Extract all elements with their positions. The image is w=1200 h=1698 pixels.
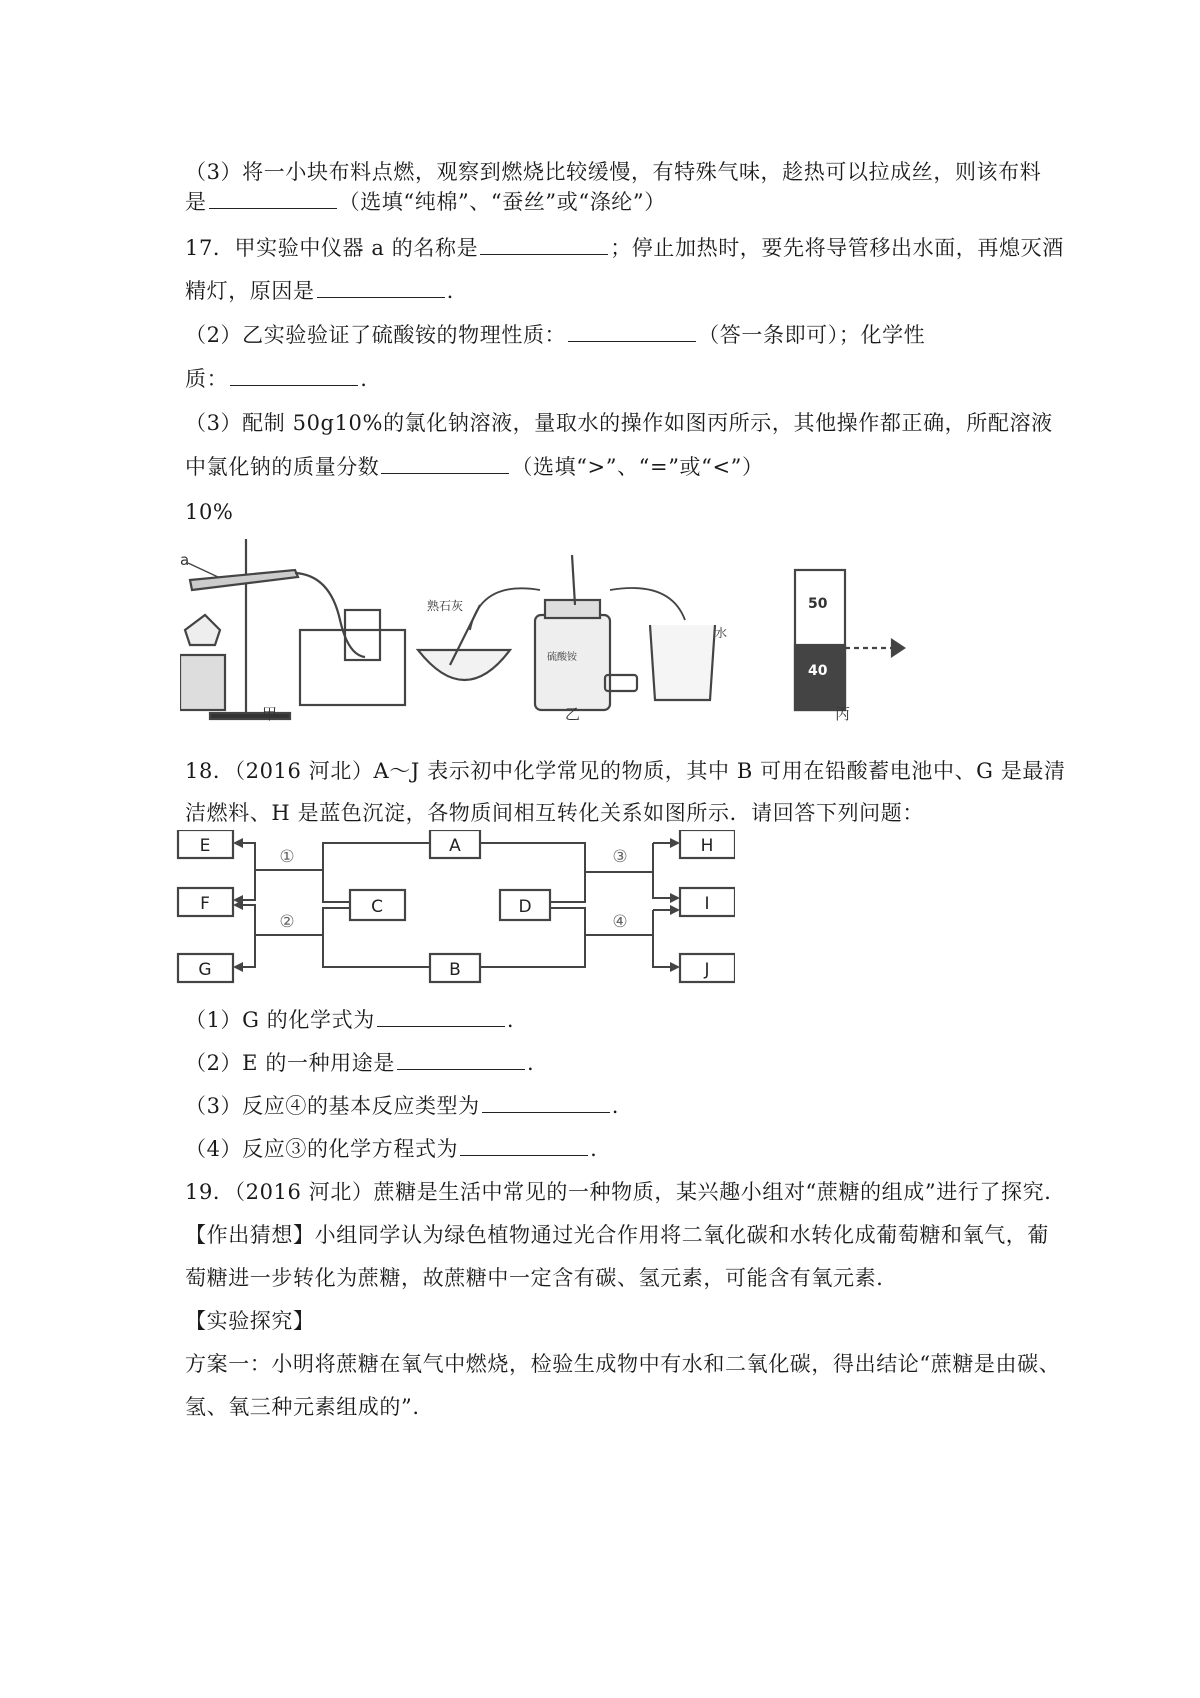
beaker (650, 625, 715, 700)
q19-line3: 萄糖进一步转化为蔗糖，故蔗糖中一定含有碳、氢元素，可能含有氧元素． (185, 1266, 898, 1290)
answer-blank[interactable] (482, 1094, 610, 1113)
label-water: 水 (715, 626, 728, 640)
label-F: F (200, 894, 210, 914)
tick-50: 50 (808, 596, 828, 612)
label-jia: 甲 (262, 705, 278, 723)
q17-2-line1: （2）乙实验验证了硫酸铵的物理性质： （答一条即可）；化学性 (185, 323, 926, 347)
label-lime: 熟石灰 (427, 599, 464, 613)
conversion-diagram (175, 830, 735, 995)
jar-neck (545, 600, 600, 618)
q18-line2: 洁燃料、H 是蓝色沉淀，各物质间相互转化关系如图所示．请回答下列问题： (185, 801, 924, 825)
label-a: a (180, 551, 190, 569)
answer-blank[interactable] (397, 1051, 525, 1070)
eye-icon (892, 640, 904, 656)
answer-blank[interactable] (209, 190, 337, 209)
q17-line1: 17．甲实验中仪器 a 的名称是 ；停止加热时，要先将导管移出水面，再熄灭酒 (185, 236, 1064, 260)
label-H: H (700, 836, 714, 856)
q17-3-line2: 中氯化钠的质量分数 （选填“>”、“=”或“<”） (185, 455, 764, 479)
test-tube (190, 570, 298, 590)
burner-top (185, 615, 220, 645)
reaction-1: ① (279, 847, 295, 867)
label-J: J (704, 960, 710, 980)
label-B: B (449, 960, 461, 980)
label-D: D (518, 897, 532, 917)
answer-blank[interactable] (381, 455, 509, 474)
q19-line1: 19．（2016 河北）蔗糖是生活中常见的一种物质，某兴趣小组对“蔗糖的组成”进行了探究． (185, 1180, 1066, 1204)
delivery-tube (295, 573, 365, 657)
label-G: G (198, 960, 212, 980)
q16-3-line1: （3）将一小块布料点燃，观察到燃烧比较缓慢，有特殊气味，趁热可以拉成丝，则该布料 (185, 160, 1042, 184)
reaction-3: ③ (612, 847, 628, 867)
answer-blank[interactable] (480, 236, 608, 255)
q18-3: （3）反应④的基本反应类型为 . (185, 1094, 620, 1118)
stand-base (210, 713, 290, 719)
answer-blank[interactable] (568, 323, 696, 342)
label-E: E (199, 836, 211, 856)
label-bing: 丙 (835, 705, 851, 723)
reaction-2: ② (279, 912, 295, 932)
label-jar: 硫酸铵 (547, 652, 577, 663)
spatula (572, 555, 575, 605)
arrow-left (470, 588, 540, 630)
mortar (418, 650, 510, 680)
water-trough (300, 630, 405, 705)
q18-line1: 18．（2016 河北）A～J 表示初中化学常见的物质，其中 B 可用在铅酸蓄电池中、G 是最清 (185, 759, 1066, 783)
q19-line6: 氢、氧三种元素组成的”. (185, 1395, 420, 1419)
label-I: I (704, 894, 710, 914)
q18-1: （1）G 的化学式为 . (185, 1008, 515, 1032)
q18-4: （4）反应③的化学方程式为 . (185, 1137, 598, 1161)
stray-text: 10% (185, 500, 234, 524)
label-yi: 乙 (565, 705, 581, 723)
answer-blank[interactable] (230, 367, 358, 386)
arrow-right (610, 588, 685, 620)
tick-40: 40 (808, 663, 828, 679)
collecting-bottle (345, 610, 380, 660)
answer-blank[interactable] (317, 279, 445, 298)
q17-3-line1: （3）配制 50g10%的氯化钠溶液，量取水的操作如图丙所示，其他操作都正确，所配溶液 (185, 411, 1053, 435)
q17-2-line2: 质： . (185, 367, 368, 391)
alcohol-lamp (180, 655, 225, 710)
q18-2: （2）E 的一种用途是 . (185, 1051, 535, 1075)
label-A: A (449, 836, 461, 856)
q19-line2: 【作出猜想】小组同学认为绿色植物通过光合作用将二氧化碳和水转化成葡萄糖和氧气，葡 (185, 1223, 1049, 1247)
reaction-4: ④ (612, 912, 628, 932)
q16-3-line2: 是 （选填“纯棉”、“蚕丝”或“涤纶”） (185, 190, 666, 214)
label-C: C (371, 897, 383, 917)
apparatus-figure (180, 535, 910, 725)
answer-blank[interactable] (460, 1137, 588, 1156)
q19-line4: 【实验探究】 (185, 1309, 315, 1333)
label-pointer (188, 563, 218, 577)
q19-line5: 方案一：小明将蔗糖在氧气中燃烧，检验生成物中有水和二氧化碳，得出结论“蔗糖是由碳、 (185, 1352, 1061, 1376)
answer-blank[interactable] (377, 1008, 505, 1027)
q17-line2: 精灯，原因是 . (185, 279, 454, 303)
